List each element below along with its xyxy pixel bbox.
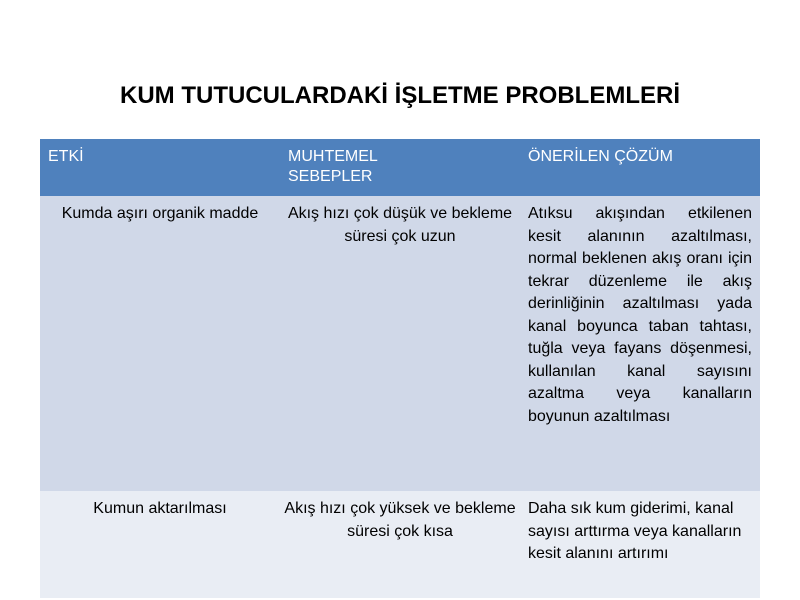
table-row (40, 491, 760, 598)
header-effect: ETKİ (40, 139, 280, 196)
table-header-row (40, 139, 760, 196)
cell-cause: Akış hızı çok düşük ve bekleme süresi çok uzun (280, 196, 520, 491)
cell-effect: Kumun aktarılması (40, 491, 280, 598)
cell-solution: Atıksu akışından etkilenen kesit alanının azaltılması, normal beklenen akış oranı için tekrar düzenleme ile akış derinliğinin azaltılması yada kanal boyunca taban tahtası, tuğla veya fayans döşenmesi, kullanılan kanal sayısını azaltma veya kanalların boyunun azaltılması (520, 196, 760, 491)
cell-effect: Kumda aşırı organik madde (40, 196, 280, 491)
header-possible-causes: MUHTEMEL SEBEPLER (280, 139, 520, 196)
table-row (40, 196, 760, 491)
header-proposed-solution: ÖNERİLEN ÇÖZÜM (520, 139, 760, 196)
problems-table (40, 139, 760, 598)
cell-solution: Daha sık kum giderimi, kanal sayısı arttırma veya kanalların kesit alanını artırımı (520, 491, 760, 598)
cell-cause: Akış hızı çok yüksek ve bekleme süresi çok kısa (280, 491, 520, 598)
slide-title: KUM TUTUCULARDAKİ İŞLETME PROBLEMLERİ (120, 82, 680, 109)
